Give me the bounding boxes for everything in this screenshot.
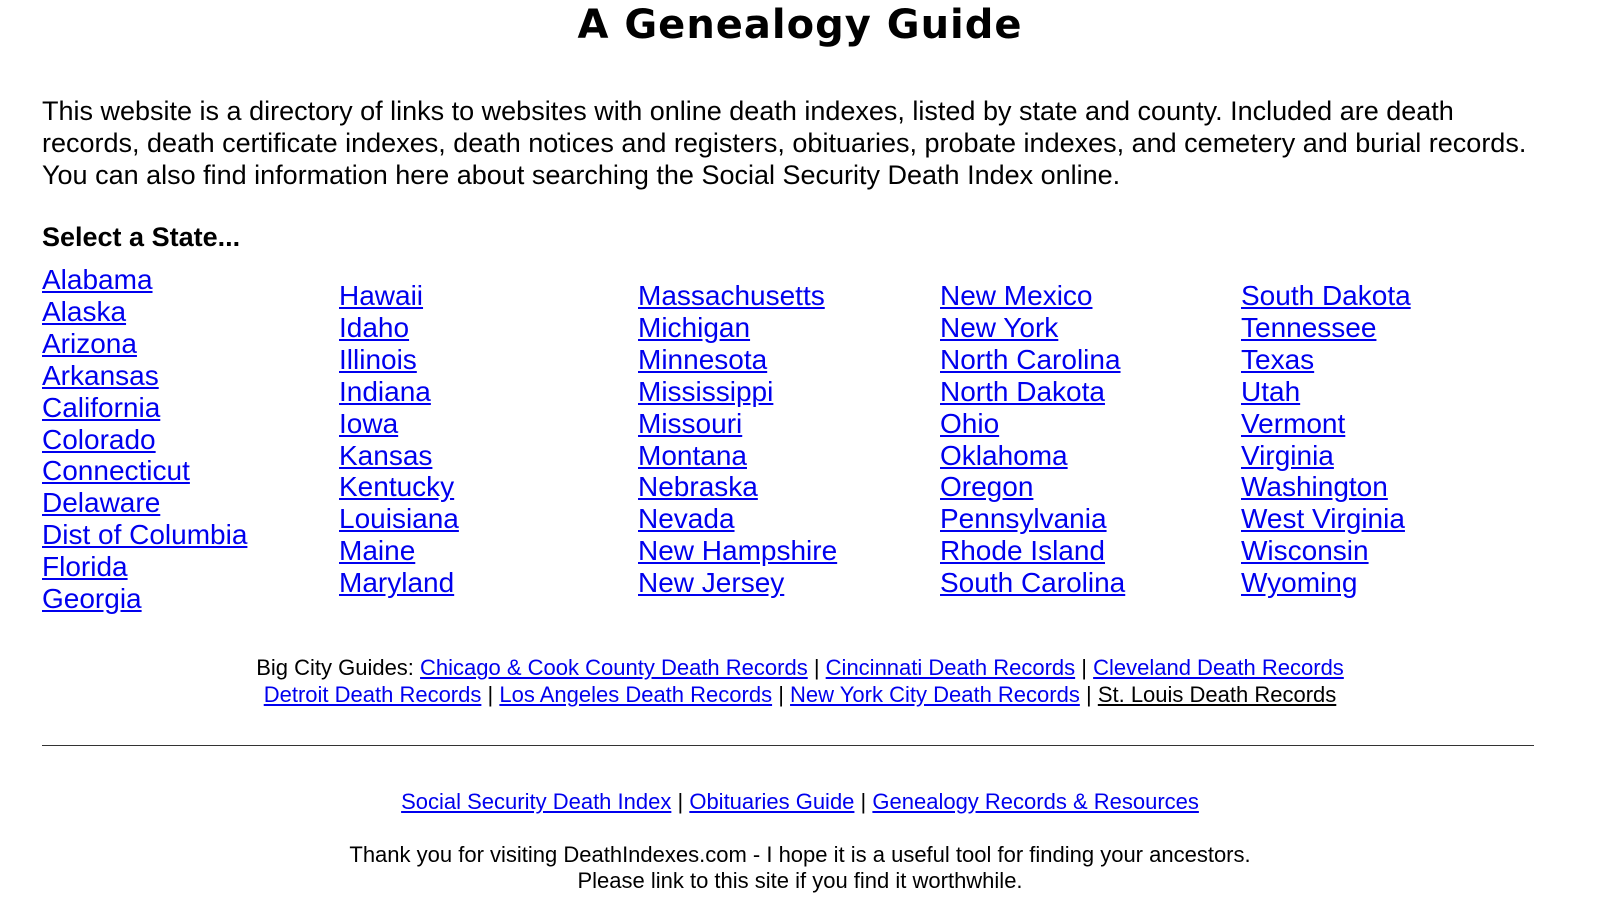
state-link-north-carolina[interactable]: North Carolina xyxy=(940,343,1121,375)
horizontal-divider xyxy=(42,745,1534,746)
state-link-missouri[interactable]: Missouri xyxy=(638,407,743,439)
footer-link-ssdi[interactable]: Social Security Death Index xyxy=(401,789,672,814)
separator: | xyxy=(487,681,494,707)
state-link-hawaii[interactable]: Hawaii xyxy=(339,280,424,311)
state-link-nevada[interactable]: Nevada xyxy=(638,503,735,535)
state-link-montana[interactable]: Montana xyxy=(638,439,747,471)
city-link-los-angeles[interactable]: Los Angeles Death Records xyxy=(499,681,773,707)
state-link-massachusetts[interactable]: Massachusetts xyxy=(638,280,825,311)
state-link-maine[interactable]: Maine xyxy=(339,535,416,567)
state-link-idaho[interactable]: Idaho xyxy=(339,311,410,343)
city-guides-line-1 xyxy=(0,655,1600,682)
state-link-kansas[interactable]: Kansas xyxy=(339,439,433,471)
state-link-west-virginia[interactable]: West Virginia xyxy=(1241,503,1405,535)
state-link-maryland[interactable]: Maryland xyxy=(339,567,455,599)
state-column-5 xyxy=(1241,280,1411,599)
page-title: A Genealogy Guide xyxy=(577,2,1023,48)
state-link-new-york[interactable]: New York xyxy=(940,311,1059,343)
state-link-washington[interactable]: Washington xyxy=(1241,471,1388,503)
state-link-nebraska[interactable]: Nebraska xyxy=(638,471,758,503)
state-link-arizona[interactable]: Arizona xyxy=(42,327,137,359)
state-column-1 xyxy=(42,264,247,615)
state-link-florida[interactable]: Florida xyxy=(42,551,128,583)
state-link-minnesota[interactable]: Minnesota xyxy=(638,343,768,375)
state-link-illinois[interactable]: Illinois xyxy=(339,343,417,375)
state-link-wisconsin[interactable]: Wisconsin xyxy=(1241,535,1369,567)
state-link-iowa[interactable]: Iowa xyxy=(339,407,399,439)
city-link-cincinnati[interactable]: Cincinnati Death Records xyxy=(825,655,1076,680)
state-link-vermont[interactable]: Vermont xyxy=(1241,407,1346,439)
state-link-mississippi[interactable]: Mississippi xyxy=(638,375,774,407)
separator: | xyxy=(813,655,820,680)
state-link-wyoming[interactable]: Wyoming xyxy=(1241,567,1358,599)
thanks-line-1: Thank you for visiting DeathIndexes.com - I hope it is a useful tool for finding your ancestors. xyxy=(349,842,1251,867)
state-link-rhode-island[interactable]: Rhode Island xyxy=(940,535,1106,567)
state-link-kentucky[interactable]: Kentucky xyxy=(339,471,455,503)
state-link-alabama[interactable]: Alabama xyxy=(42,264,153,295)
separator: | xyxy=(1085,681,1092,707)
state-link-michigan[interactable]: Michigan xyxy=(638,311,751,343)
big-city-guides xyxy=(0,655,1600,708)
separator: | xyxy=(1081,655,1087,680)
state-link-oklahoma[interactable]: Oklahoma xyxy=(940,439,1068,471)
state-link-delaware[interactable]: Delaware xyxy=(42,487,161,519)
thank-you-message xyxy=(0,842,1600,894)
separator: | xyxy=(677,789,684,814)
city-link-chicago[interactable]: Chicago & Cook County Death Records xyxy=(420,655,808,680)
state-link-oregon[interactable]: Oregon xyxy=(940,471,1034,503)
state-link-new-hampshire[interactable]: New Hampshire xyxy=(638,535,838,567)
city-link-cleveland[interactable]: Cleveland Death Records xyxy=(1093,655,1344,680)
city-guides-label: Big City Guides: xyxy=(256,655,414,680)
state-link-tennessee[interactable]: Tennessee xyxy=(1241,311,1377,343)
state-link-indiana[interactable]: Indiana xyxy=(339,375,431,407)
state-link-south-dakota[interactable]: South Dakota xyxy=(1241,280,1411,311)
footer-link-genealogy-records[interactable]: Genealogy Records & Resources xyxy=(872,789,1199,814)
state-link-arkansas[interactable]: Arkansas xyxy=(42,359,159,391)
state-link-south-carolina[interactable]: South Carolina xyxy=(940,567,1126,599)
state-link-north-dakota[interactable]: North Dakota xyxy=(940,375,1105,407)
state-link-georgia[interactable]: Georgia xyxy=(42,583,142,615)
state-link-texas[interactable]: Texas xyxy=(1241,343,1315,375)
state-link-virginia[interactable]: Virginia xyxy=(1241,439,1334,471)
state-link-louisiana[interactable]: Louisiana xyxy=(339,503,459,535)
state-link-dist-of-columbia[interactable]: Dist of Columbia xyxy=(42,519,248,551)
separator: | xyxy=(860,789,867,814)
state-link-california[interactable]: California xyxy=(42,391,161,423)
footer-links xyxy=(0,789,1600,815)
city-link-detroit[interactable]: Detroit Death Records xyxy=(263,681,482,707)
footer-link-obituaries-guide[interactable]: Obituaries Guide xyxy=(689,789,855,814)
state-link-ohio[interactable]: Ohio xyxy=(940,407,1000,439)
state-link-new-mexico[interactable]: New Mexico xyxy=(940,280,1093,311)
state-link-pennsylvania[interactable]: Pennsylvania xyxy=(940,503,1107,535)
state-link-connecticut[interactable]: Connecticut xyxy=(42,455,190,487)
state-link-colorado[interactable]: Colorado xyxy=(42,423,156,455)
state-link-utah[interactable]: Utah xyxy=(1241,375,1301,407)
state-column-4 xyxy=(940,280,1125,599)
thanks-line-2: Please link to this site if you find it worthwhile. xyxy=(577,868,1023,893)
state-column-3 xyxy=(638,280,837,599)
city-link-new-york-city[interactable]: New York City Death Records xyxy=(790,681,1080,707)
intro-paragraph: This website is a directory of links to websites with online death indexes, listed by state and county. Included are death records, death certificate indexes, death notices and registers, obituaries, probate indexes, and cemetery and burial records. You can also find information here about searching the Social Security Death Index online. xyxy=(42,96,1527,190)
select-state-heading: Select a State... xyxy=(42,222,241,252)
state-link-new-jersey[interactable]: New Jersey xyxy=(638,567,785,599)
state-column-2 xyxy=(339,280,459,599)
city-link-st-louis[interactable]: St. Louis Death Records xyxy=(1097,681,1337,707)
city-guides-line-2 xyxy=(0,682,1600,709)
separator: | xyxy=(778,681,784,707)
state-link-alaska[interactable]: Alaska xyxy=(42,295,127,327)
